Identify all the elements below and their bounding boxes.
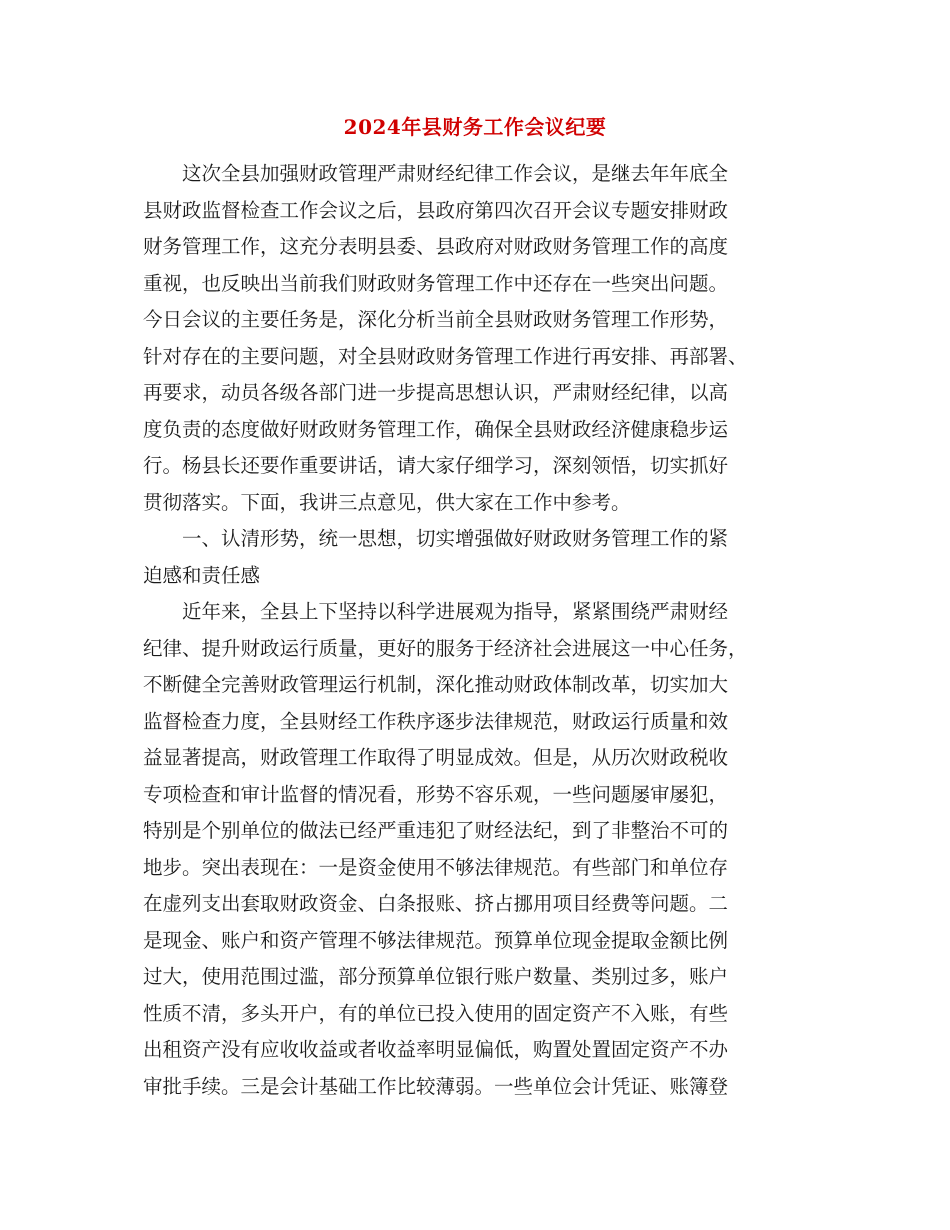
text-line: 再要求，动员各级各部门进一步提高思想认识，严肃财经纪律，以高 — [143, 381, 729, 404]
text-line: 重视，也反映出当前我们财政财务管理工作中还存在一些突出问题。 — [143, 271, 729, 295]
text-line: 出租资产没有应收收益或者收益率明显偏低，购置处置固定资产不办 — [143, 1038, 729, 1061]
text-line: 行。杨县长还要作重要讲话，请大家仔细学习，深刻领悟，切实抓好 — [143, 454, 729, 477]
text-line: 不断健全完善财政管理运行机制，深化推动财政体制改革，切实加大 — [143, 673, 729, 696]
text-line: 今日会议的主要任务是，深化分析当前全县财政财务管理工作形势， — [143, 308, 729, 331]
text-line: 特别是个别单位的做法已经严重违犯了财经法纪，到了非整治不可的 — [143, 819, 729, 842]
section-heading-line: 一、认清形势，统一思想，切实增强做好财政财务管理工作的紧 — [143, 527, 729, 550]
text-line: 这次全县加强财政管理严肃财经纪律工作会议，是继去年年底全 — [143, 162, 729, 185]
text-line: 在虚列支出套取财政资金、白条报账、挤占挪用项目经费等问题。二 — [143, 892, 729, 915]
text-line: 性质不清，多头开户，有的单位已投入使用的固定资产不入账，有些 — [143, 1001, 729, 1025]
text-line: 地步。突出表现在：一是资金使用不够法律规范。有些部门和单位存 — [143, 855, 729, 879]
document-title: 2024年县财务工作会议纪要 — [343, 115, 607, 139]
text-line: 针对存在的主要问题，对全县财政财务管理工作进行再安排、再部署、 — [143, 344, 748, 368]
text-line: 是现金、账户和资产管理不够法律规范。预算单位现金提取金额比例 — [143, 928, 729, 952]
text-line: 近年来，全县上下坚持以科学进展观为指导，紧紧围绕严肃财经 — [143, 600, 729, 623]
text-line: 专项检查和审计监督的情况看，形势不容乐观，一些问题屡审屡犯， — [143, 782, 729, 806]
text-line: 过大，使用范围过滥，部分预算单位银行账户数量、类别过多，账户 — [143, 965, 729, 988]
text-line: 度负责的态度做好财政财务管理工作，确保全县财政经济健康稳步运 — [143, 417, 729, 441]
text-line: 审批手续。三是会计基础工作比较薄弱。一些单位会计凭证、账簿登 — [143, 1074, 729, 1098]
document-body — [143, 156, 811, 1105]
text-line: 县财政监督检查工作会议之后，县政府第四次召开会议专题安排财政 — [143, 198, 729, 222]
text-line: 监督检查力度，全县财经工作秩序逐步法律规范，财政运行质量和效 — [143, 709, 729, 733]
text-line: 贯彻落实。下面，我讲三点意见，供大家在工作中参考。 — [143, 490, 631, 514]
section-heading-line: 迫感和责任感 — [143, 563, 261, 587]
text-line: 纪律、提升财政运行质量，更好的服务于经济社会进展这一中心任务， — [143, 636, 748, 660]
text-line: 益显著提高，财政管理工作取得了明显成效。但是，从历次财政税收 — [143, 746, 729, 769]
text-line: 财务管理工作，这充分表明县委、县政府对财政财务管理工作的高度 — [143, 235, 729, 258]
